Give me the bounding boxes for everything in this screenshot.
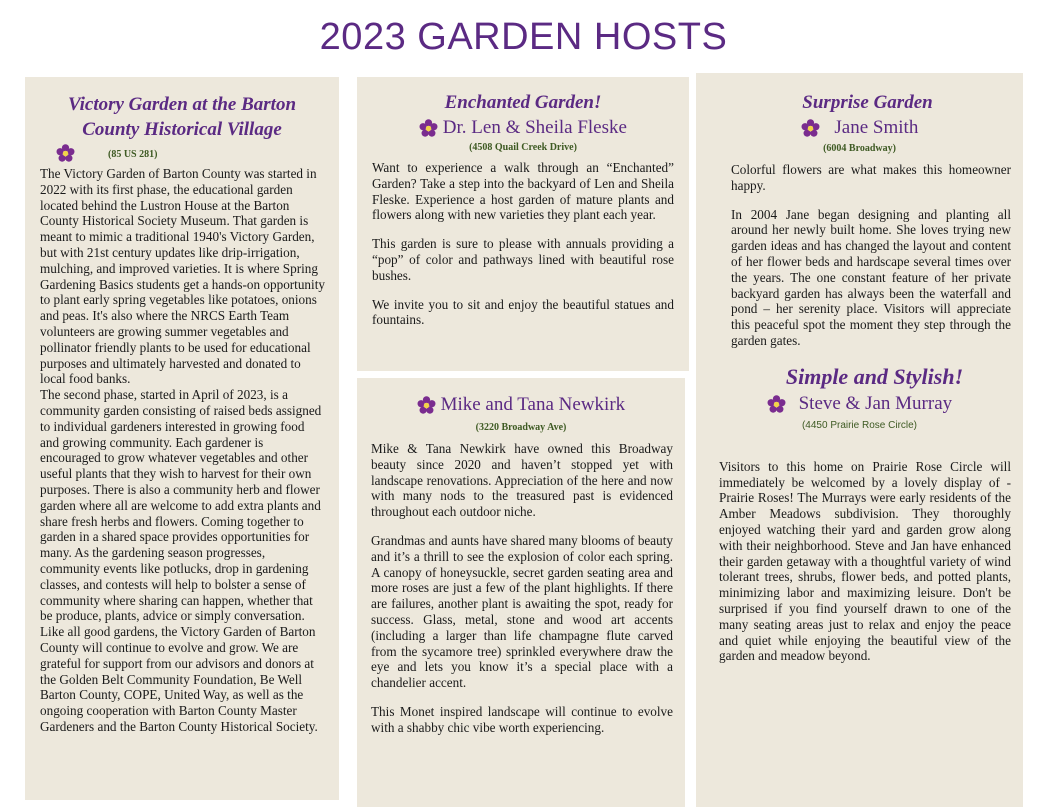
- simple-address: (4450 Prairie Rose Circle): [801, 419, 918, 431]
- flower-icon: [801, 119, 820, 138]
- surprise-garden-heading: Surprise Garden: [802, 92, 933, 113]
- victory-paragraph-3: Like all good gardens, the Victory Garden of Barton County will continue to evolve and grow. We are grateful for support from our advisors and donors at the Golden Belt Community Foundation, Be Well Barton County, COPE, United Way, as well as the ongoing cooperation with Barton County Master Gardeners and the Barton County Historical Society.: [40, 624, 318, 734]
- surprise-paragraph-1: Colorful flowers are what makes this homeowner happy.: [731, 162, 1011, 193]
- surprise-garden-section: [696, 91, 1023, 349]
- simple-host-name: Steve & Jan Murray: [798, 392, 953, 414]
- heading-line-1: Victory Garden at the Barton: [67, 94, 297, 115]
- newkirk-host: [357, 394, 685, 416]
- flower-icon: [767, 395, 786, 414]
- enchanted-address: (4508 Quail Creek Drive): [469, 142, 577, 153]
- enchanted-paragraph-3: We invite you to sit and enjoy the beautiful statues and fountains.: [372, 296, 674, 328]
- newkirk-panel: [357, 378, 685, 807]
- heading-line-2: County Historical Village: [82, 119, 282, 140]
- newkirk-paragraph-3: This Monet inspired landscape will continue to evolve with a shabby chic vibe worth experiencing.: [371, 703, 673, 735]
- newkirk-address: (3220 Broadway Ave): [475, 422, 567, 433]
- newkirk-paragraph-1: Mike & Tana Newkirk have owned this Broadway beauty since 2020 and haven’t stopped yet with landscape renovations. Appreciation of the here and now with many nods to the treasured past is evidenced throughout each outdoor niche.: [371, 441, 673, 520]
- simple-stylish-heading: Simple and Stylish!: [785, 363, 964, 389]
- simple-paragraph-1: Visitors to this home on Prairie Rose Circle will immediately be welcomed by a lovely display of - Prairie Roses! The Murrays were early residents of the Amber Meadows subdivision. They thoroughly enjoyed watching their yard and garden grow along with their neighborhood. Steve and Jan have enhanced their garden getaway with a thoughtful variety of wind tolerant trees, shrubs, flower beds, and potted plants, minimizing labor and maximizing leisure. Don't be surprised if you find yourself drawn to one of the many seating areas just to relax and enjoy the peace and quiet while enjoying the beautiful view of the garden and meadow beyond.: [719, 458, 1011, 664]
- surprise-host-name: Jane Smith: [834, 117, 919, 138]
- victory-garden-heading: [25, 92, 339, 142]
- surprise-address: (6004 Broadway): [823, 143, 896, 154]
- enchanted-host: [357, 117, 689, 139]
- page-title: 2023 GARDEN HOSTS: [319, 16, 728, 58]
- flower-icon: [56, 144, 75, 163]
- victory-paragraph-1: The Victory Garden of Barton County was started in 2022 with its first phase, the educational garden located behind the Lustron House at the Barton County Historical Society Museum. That garden is meant to mimic a traditional 1940's Victory Garden, but with 21st century updates like drip-irrigation, mulching, and improved varieties. It is where Spring Gardening Basics students get a hands-on opportunity to plant early spring vegetables like potatoes, onions and peas. It's also where the NRCS Earth Team volunteers are growing summer vegetables and pollinator friendly plants to be used for educational purposes and ultimately harvested and donated to local food banks.: [40, 166, 325, 387]
- surprise-host: [696, 117, 1023, 139]
- newkirk-host-name: Mike and Tana Newkirk: [440, 394, 626, 415]
- enchanted-host-name: Dr. Len & Sheila Fleske: [442, 117, 627, 138]
- enchanted-garden-heading: Enchanted Garden!: [444, 92, 602, 113]
- enchanted-garden-panel: [357, 77, 689, 371]
- enchanted-paragraph-2: This garden is sure to please with annuals providing a “pop” of color and pathways lined with beautiful rose bushes.: [372, 236, 674, 283]
- simple-host: [696, 393, 1023, 415]
- enchanted-paragraph-1: Want to experience a walk through an “Enchanted” Garden? Take a step into the backyard of Len and Sheila Fleske. Experience a host garden of mature plants and flowers along with new varieties they plant each year.: [372, 160, 674, 223]
- flower-icon: [417, 396, 436, 415]
- victory-garden-panel: [25, 77, 339, 800]
- right-column-panel: [696, 73, 1023, 807]
- flower-icon: [419, 119, 438, 138]
- victory-garden-address: (85 US 281): [108, 149, 158, 160]
- newkirk-paragraph-2: Grandmas and aunts have shared many blooms of beauty and it’s a thrill to see the explosion of color each spring. A canopy of honeysuckle, secret garden seating area and more roses are just a few of the plant highlights. If there are failures, another plant is awaiting the spot, ready for success. Glass, metal, stone and wood art accents (including a larger than life champagne flute carved from the sycamore tree) sprinkled everywhere draw the eye and lets you know it’s a special place with a chandelier accent.: [371, 532, 673, 691]
- victory-paragraph-2: The second phase, started in April of 2023, is a community garden consisting of raised beds assigned to individual gardeners interested in growing food and growing community. Each gardener is encouraged to grow whatever vegetables and other useful plants that they wish to harvest for their own purposes. There is also a community herb and flower garden where all are welcome to add extra plants and share fresh herbs and flowers. Coming together to garden in a shared space provides opportunities for many. As the gardening season progresses, community events like potlucks, drop in gardening classes, and contests will help to bolster a sense of community where sharing can happen, whether that be produce, plants, advice or simply conversation.: [40, 387, 322, 624]
- surprise-paragraph-2: In 2004 Jane began designing and planting all around her newly built home. She loves trying new garden ideas and has changed the layout and content of her flower beds and hardscape several times over the years. The one constant feature of her private backyard garden has always been the waterfall and pond – her serenity place. Visitors will appreciate this peaceful spot the moment they step through the garden gates.: [731, 206, 1011, 348]
- simple-stylish-section: [696, 363, 1023, 664]
